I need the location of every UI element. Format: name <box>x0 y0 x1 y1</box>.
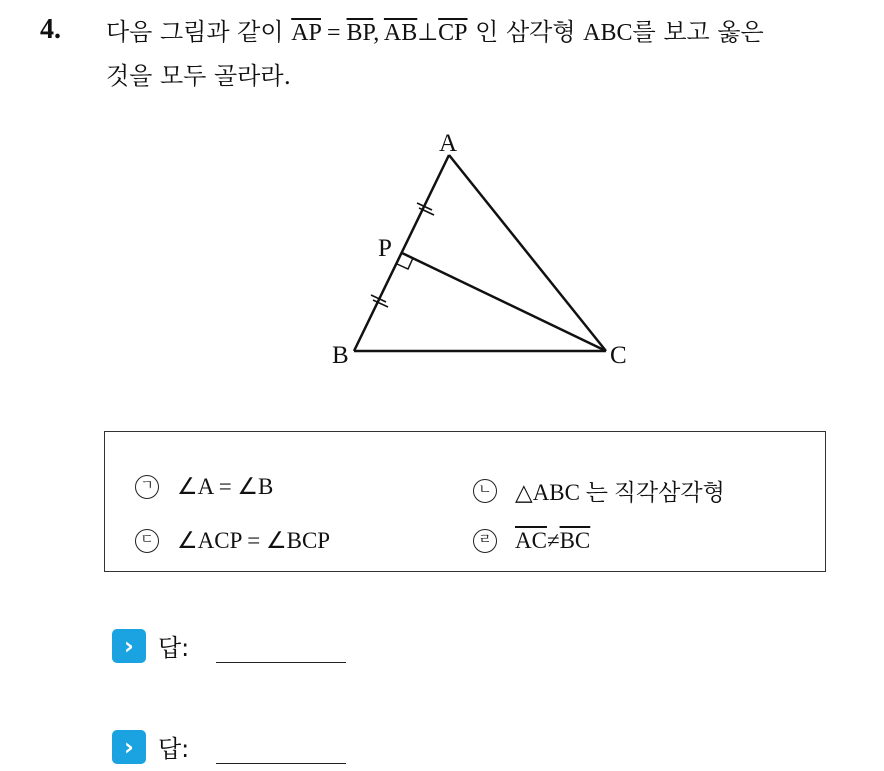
question-number: 4. <box>40 14 61 45</box>
side-ac <box>449 155 606 351</box>
answer-label: 답: <box>158 735 190 763</box>
vertex-label-a: A <box>439 130 458 157</box>
option-1 <box>135 474 273 500</box>
point-label-p: P <box>378 235 392 262</box>
answer-row-1 <box>112 628 189 663</box>
perpendicular-sign: ⊥ <box>417 20 439 46</box>
option-marker: ㄹ <box>473 529 497 553</box>
question-text-part: 인 삼각형 <box>467 18 584 46</box>
segment-ab: $\overline{AB}$ <box>383 20 418 46</box>
not-equal-sign: ≠ <box>546 528 560 553</box>
segment-ap: $\overline{AP}$ <box>291 20 321 46</box>
vertex-label-b: B <box>332 342 349 369</box>
answer-blank[interactable] <box>216 763 346 764</box>
side-ab <box>354 155 449 351</box>
option-3 <box>135 528 330 554</box>
equals-sign: = <box>320 20 347 46</box>
chevron-right-icon: › <box>112 629 146 663</box>
answer-row-2 <box>112 729 189 764</box>
option-marker: ㄱ <box>135 475 159 499</box>
comma: , <box>373 20 384 46</box>
segment-pc <box>402 253 606 351</box>
option-4 <box>473 528 590 554</box>
segment-bp: $\overline{BP}$ <box>346 20 374 46</box>
option-text: ∠A = ∠B <box>177 474 274 499</box>
answer-label: 답: <box>158 634 190 662</box>
question-text-part: 를 보고 옳은 <box>632 18 764 46</box>
question-line-2: 것을 모두 골라라. <box>106 62 292 90</box>
segment-ac: $\overline{AC}$ <box>515 528 547 553</box>
option-text: △ABC 는 직각삼각형 <box>515 480 725 505</box>
options-box <box>104 431 826 572</box>
option-text: ∠ACP = ∠BCP <box>177 528 331 553</box>
vertex-label-c: C <box>610 342 627 369</box>
option-marker: ㄴ <box>473 479 497 503</box>
answer-blank[interactable] <box>216 662 346 663</box>
segment-bc: $\overline{BC}$ <box>559 528 591 553</box>
option-2 <box>473 474 725 507</box>
option-marker: ㄷ <box>135 529 159 553</box>
segment-cp: $\overline{CP}$ <box>438 20 468 46</box>
chevron-right-icon: › <box>112 730 146 764</box>
question-text-part: 다음 그림과 같이 <box>106 18 292 46</box>
triangle-name: ABC <box>583 20 633 46</box>
